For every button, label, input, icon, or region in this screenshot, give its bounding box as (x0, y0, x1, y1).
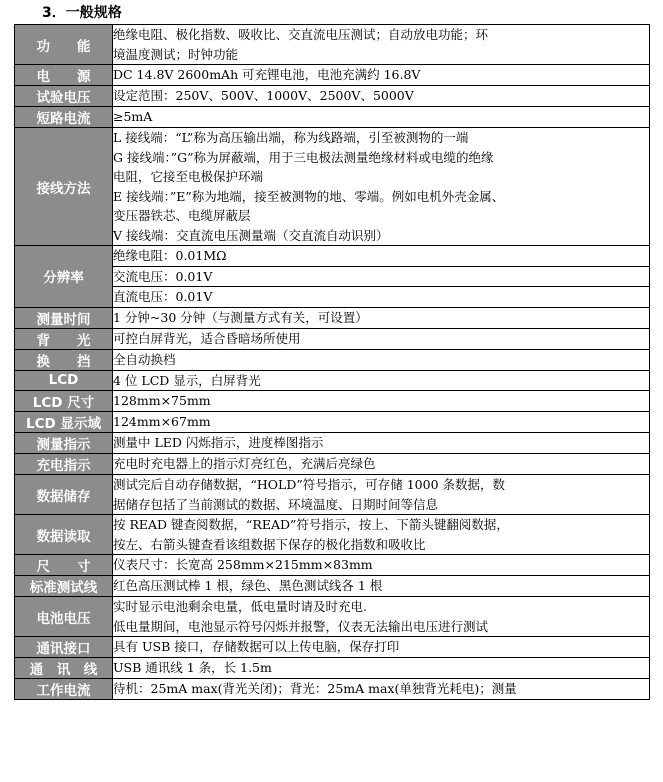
spec-value (113, 86, 650, 107)
spec-value-line: 按左、右箭头键查看该组数据下保存的极化指数和吸收比 (113, 536, 426, 552)
spec-row (15, 515, 650, 555)
spec-value-line: E 接线端：”E”称为地端，接至被测物的地、零端。例如电机外壳金属、 (113, 188, 505, 204)
spec-value (113, 128, 650, 246)
spec-label: LCD (15, 370, 113, 391)
spec-value-line: 124mm×67mm (113, 414, 211, 430)
spec-value (113, 246, 650, 308)
spec-value (113, 475, 650, 515)
section-title: 3．一般规格 (42, 5, 122, 21)
spec-value (113, 391, 650, 412)
spec-value-line: USB 通讯线 1 条，长 1.5m (113, 660, 272, 676)
spec-value-line: 具有 USB 接口，存储数据可以上传电脑，保存打印 (113, 639, 400, 655)
spec-value-line: 设定范围：250V、500V、1000V、2500V、5000V (113, 88, 414, 104)
spec-label: LCD 尺寸 (15, 391, 113, 412)
spec-value-subrow: 交流电压：0.01V (113, 266, 650, 287)
spec-label: 测量时间 (15, 307, 113, 328)
spec-row (15, 475, 650, 515)
spec-row (15, 637, 650, 658)
spec-value (113, 576, 650, 597)
spec-label: 通讯接口 (15, 637, 113, 658)
spec-row (15, 597, 650, 637)
spec-label: 换 挡 (15, 349, 113, 370)
spec-row (15, 555, 650, 576)
spec-row (15, 391, 650, 412)
spec-label: LCD 显示域 (15, 412, 113, 433)
spec-value-line: 充电时充电器上的指示灯亮红色，充满后亮绿色 (113, 456, 376, 472)
spec-label: 数据储存 (15, 475, 113, 515)
spec-value (113, 107, 650, 128)
spec-row (15, 246, 650, 308)
spec-value-line: 低电量期间，电池显示符号闪烁并报警，仪表无法输出电压进行测试 (113, 618, 489, 634)
spec-value-line: 按 READ 键查阅数据，“READ”符号指示，按上、下箭头键翻阅数据， (113, 517, 509, 532)
spec-value-line: 测试完后自动存储数据，“HOLD”符号指示，可存储 1000 条数据，数 (113, 477, 506, 492)
spec-value-line: G 接线端：”G”称为屏蔽端，用于三电极法测量绝缘材料或电缆的绝缘 (113, 149, 494, 165)
spec-row (15, 128, 650, 246)
spec-value-line: 绝缘电阻、极化指数、吸收比、交直流电压测试；自动放电功能；环 (113, 27, 489, 42)
spec-value (113, 555, 650, 576)
spec-value-line: 1 分钟~30 分钟（与测量方式有关，可设置） (113, 309, 368, 325)
spec-value-line: 待机：25mA max(背光关闭)；背光：25mA max(单独背光耗电)；测量 (113, 681, 517, 697)
spec-label: 背 光 (15, 328, 113, 349)
spec-label: 通 讯 线 (15, 658, 113, 679)
spec-label: 接线方法 (15, 128, 113, 246)
spec-value-line: 实时显示电池剩余电量，低电量时请及时充电. (113, 599, 367, 614)
spec-row (15, 370, 650, 391)
spec-row (15, 25, 650, 65)
spec-value (113, 412, 650, 433)
spec-row (15, 328, 650, 349)
spec-value (113, 65, 650, 86)
spec-label: 数据读取 (15, 515, 113, 555)
spec-value-line: 据储存包括了当前测试的数据、环境温度、日期时间等信息 (113, 496, 439, 512)
spec-value (113, 328, 650, 349)
spec-row (15, 86, 650, 107)
spec-value-line: DC 14.8V 2600mAh 可充锂电池，电池充满约 16.8V (113, 67, 421, 83)
spec-label: 电 源 (15, 65, 113, 86)
spec-value-line: 仪表尺寸：长宽高 258mm×215mm×83mm (113, 557, 373, 573)
spec-value-line: 测量中 LED 闪烁指示，进度棒图指示 (113, 435, 324, 451)
spec-row (15, 349, 650, 370)
spec-row (15, 658, 650, 679)
spec-value (113, 307, 650, 328)
spec-value (113, 679, 650, 700)
spec-value-line: L 接线端：“L”称为高压输出端，称为线路端，引至被测物的一端 (113, 130, 469, 145)
spec-label: 充电指示 (15, 454, 113, 475)
spec-label: 尺 寸 (15, 555, 113, 576)
spec-table (14, 24, 650, 700)
spec-label: 试验电压 (15, 86, 113, 107)
spec-value (113, 433, 650, 454)
spec-value (113, 597, 650, 637)
spec-value (113, 637, 650, 658)
spec-row (15, 433, 650, 454)
spec-row (15, 679, 650, 700)
spec-value (113, 25, 650, 65)
spec-label: 测量指示 (15, 433, 113, 454)
spec-value-line: 电阻，它接至电极保护环端 (113, 169, 264, 184)
spec-label: 分辨率 (15, 246, 113, 308)
spec-value-line: 4 位 LCD 显示，白屏背光 (113, 372, 261, 388)
spec-value-subrow: 绝缘电阻：0.01MΩ (113, 248, 227, 263)
spec-row (15, 307, 650, 328)
spec-table-body (15, 25, 650, 700)
spec-value-line: 境温度测试；时钟功能 (113, 46, 239, 62)
spec-value-line: 可控白屏背光，适合昏暗场所使用 (113, 330, 301, 346)
spec-label: 功 能 (15, 25, 113, 65)
spec-value (113, 515, 650, 555)
spec-row (15, 454, 650, 475)
spec-value (113, 658, 650, 679)
spec-value-line: V 接线端：交直流电压测量端（交直流自动识别） (113, 227, 389, 243)
spec-value-line: ≥5mA (113, 109, 153, 125)
spec-row (15, 576, 650, 597)
spec-value-line: 红色高压测试棒 1 根，绿色、黑色测试线各 1 根 (113, 578, 383, 594)
spec-value-line: 变压器铁芯、电缆屏蔽层 (113, 208, 251, 223)
spec-value (113, 370, 650, 391)
spec-label: 短路电流 (15, 107, 113, 128)
spec-value (113, 349, 650, 370)
spec-label: 电池电压 (15, 597, 113, 637)
spec-row (15, 65, 650, 86)
spec-row (15, 412, 650, 433)
spec-value-line: 全自动换档 (113, 351, 176, 367)
spec-value-subrow: 直流电压：0.01V (113, 286, 650, 307)
spec-label: 标准测试线 (15, 576, 113, 597)
spec-value-line: 128mm×75mm (113, 393, 211, 409)
spec-label: 工作电流 (15, 679, 113, 700)
spec-row (15, 107, 650, 128)
spec-value (113, 454, 650, 475)
